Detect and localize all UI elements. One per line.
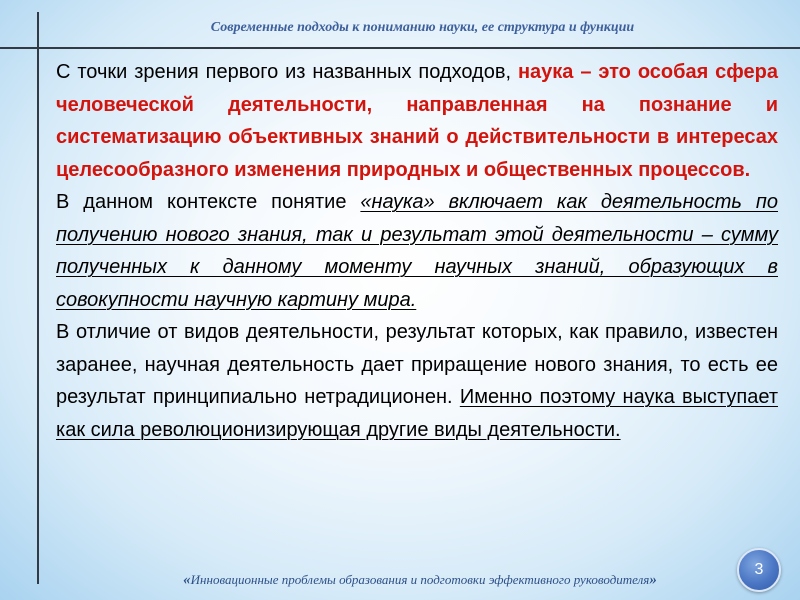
footer-close-quote: » (649, 572, 657, 588)
vertical-divider (37, 12, 39, 584)
slide-header-title: Современные подходы к пониманию науки, ее структура и функции (210, 20, 635, 35)
footer-text: Инновационные проблемы образования и подготовки эффективного руководителя (190, 572, 650, 587)
paragraph-context (56, 186, 778, 316)
page-number-badge[interactable]: 3 (737, 548, 781, 592)
horizontal-divider (0, 47, 800, 49)
slide-footer (120, 572, 720, 589)
footer-open-quote: « (183, 572, 191, 588)
paragraph-contrast-text: В отличие от видов деятельности, результат которых, как правило, известен заранее, научная деятельность дает приращение нового знания, то есть ее результат принципиально нетрадиционен. (56, 321, 778, 408)
science-definition-highlight: наука – это особая сфера человеческой деятельности, направленная на познание и систематизацию объективных знаний о действительности в интересах целесообразного изменения природных и общественных процессов. (56, 61, 779, 181)
paragraph-definition (56, 56, 778, 186)
paragraph-contrast (56, 316, 778, 446)
revolutionizing-force-emphasis: Именно поэтому наука выступает как сила революционизирующая другие виды деятельности. (56, 386, 778, 441)
paragraph-definition-intro: С точки зрения первого из названных подходов, (56, 61, 518, 83)
slide-body (56, 56, 778, 446)
science-concept-emphasis: «наука» включает как деятельность по получению нового знания, так и результат этой деятельности – сумму полученных к данному моменту научных знаний, образующих в совокупности научную картину мира. (56, 191, 778, 311)
paragraph-context-intro: В данном контексте понятие (56, 191, 361, 213)
